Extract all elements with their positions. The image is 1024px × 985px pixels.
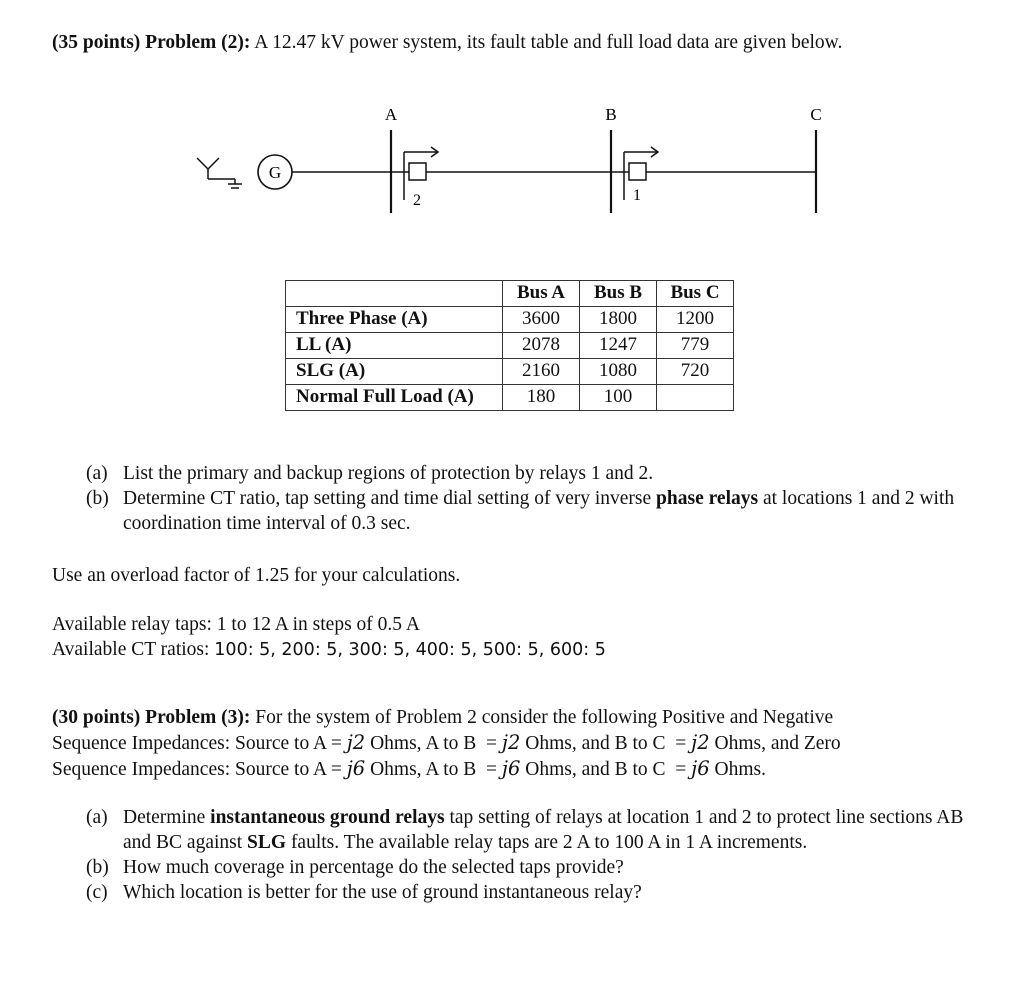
table-cell: 2078 <box>503 333 580 359</box>
problem3-text: Ohms, A to B = <box>365 733 502 754</box>
problem3-text: Ohms, and Zero <box>709 733 841 754</box>
row-label: Normal Full Load (A) <box>286 385 503 411</box>
bus-c-label: C <box>810 105 822 124</box>
table-cell: 720 <box>657 359 734 385</box>
problem3-text: Ohms, A to B = <box>365 759 502 780</box>
table-cell: 180 <box>503 385 580 411</box>
column-header: Bus C <box>657 281 734 307</box>
question-text-pre: Determine <box>123 807 211 828</box>
table-cell: 1800 <box>580 307 657 333</box>
row-label: Three Phase (A) <box>286 307 503 333</box>
table-cell: 3600 <box>503 307 580 333</box>
question-text-mid: tap setting of relays at location 1 and 2 to protect line sections AB and BC against <box>123 807 964 853</box>
relay-2-number: 2 <box>413 192 421 209</box>
bus-b-label: B <box>605 105 617 124</box>
problem3-text: Ohms, and B to C = <box>520 759 692 780</box>
ct-ratios-label: Available CT ratios: <box>52 639 215 660</box>
problem3-text: Ohms. <box>709 759 766 780</box>
table-cell: 2160 <box>503 359 580 385</box>
impedance-value: j2 <box>346 731 366 754</box>
impedance-value: j6 <box>691 757 710 780</box>
table-row <box>286 333 734 359</box>
problem3-text: Ohms, and B to C = <box>520 733 692 754</box>
question-text: List the primary and backup regions of protection by relays 1 and 2. <box>123 463 654 484</box>
question-label: (a) <box>86 463 108 484</box>
problem3-line-2 <box>52 730 992 756</box>
problem2-heading <box>52 30 992 55</box>
impedance-value: j2 <box>501 731 521 754</box>
question-text-post: faults. The available relay taps are 2 A to 100 A in 1 A increments. <box>286 832 808 853</box>
ct-ratios-note <box>52 637 606 663</box>
row-label: SLG (A) <box>286 359 503 385</box>
question-text: Which location is better for the use of ground instantaneous relay? <box>123 882 642 903</box>
question-3b <box>86 855 966 880</box>
impedance-value: j6 <box>346 757 366 780</box>
problem3-questions <box>86 805 966 905</box>
table-cell: 100 <box>580 385 657 411</box>
question-3c <box>86 880 966 905</box>
table-row <box>286 385 734 411</box>
question-label: (a) <box>86 807 108 828</box>
question-label: (b) <box>86 488 109 509</box>
column-header: Bus B <box>580 281 657 307</box>
problem2-title: (35 points) Problem (2): <box>52 32 251 53</box>
row-label: LL (A) <box>286 333 503 359</box>
question-label: (c) <box>86 882 108 903</box>
question-text-pre: Determine CT ratio, tap setting and time dial setting of very inverse <box>123 488 657 509</box>
problem3-text: Sequence Impedances: Source to A = <box>52 733 347 754</box>
table-cell: 1247 <box>580 333 657 359</box>
ct-ratios-values: 100: 5, 200: 5, 300: 5, 400: 5, 500: 5, 600: 5 <box>214 640 606 660</box>
question-emphasis: phase relays <box>656 488 759 509</box>
problem3-text: For the system of Problem 2 consider the following Positive and Negative <box>250 707 834 728</box>
problem2-questions <box>86 461 966 536</box>
question-label: (b) <box>86 857 109 878</box>
relay-1-icon <box>624 147 658 200</box>
relay-2-icon <box>404 147 438 200</box>
problem2-intro: A 12.47 kV power system, its fault table and full load data are given below. <box>254 32 843 53</box>
relay-taps-note: Available relay taps: 1 to 12 A in steps of 0.5 A <box>52 614 420 635</box>
bus-a-label: A <box>384 105 398 124</box>
generator-label: G <box>268 163 282 182</box>
relay-1-number: 1 <box>633 187 641 204</box>
question-text: How much coverage in percentage do the selected taps provide? <box>123 857 624 878</box>
impedance-value: j2 <box>691 731 710 754</box>
table-header-row <box>286 281 734 307</box>
overload-note: Use an overload factor of 1.25 for your calculations. <box>52 565 461 586</box>
table-row <box>286 307 734 333</box>
impedance-value: j6 <box>501 757 521 780</box>
table-cell: 779 <box>657 333 734 359</box>
question-text-post: at locations 1 and 2 with coordination time interval of 0.3 sec. <box>123 488 955 534</box>
problem3-title: (30 points) Problem (3): <box>52 707 251 728</box>
question-2a <box>86 461 966 486</box>
one-line-diagram <box>180 92 840 222</box>
problem3-text: Sequence Impedances: Source to A = <box>52 759 347 780</box>
question-3a <box>86 805 966 855</box>
question-2b <box>86 486 966 536</box>
problem3-statement <box>52 705 992 782</box>
table-cell <box>657 385 734 411</box>
fault-table <box>285 280 734 411</box>
ground-wye-symbol <box>197 158 242 188</box>
problem3-line-3 <box>52 756 992 782</box>
question-emphasis: SLG <box>247 832 287 853</box>
table-cell: 1200 <box>657 307 734 333</box>
table-cell: 1080 <box>580 359 657 385</box>
problem3-line-1 <box>52 705 992 730</box>
column-header: Bus A <box>503 281 580 307</box>
table-corner <box>286 281 503 307</box>
question-emphasis: instantaneous ground relays <box>210 807 445 828</box>
table-row <box>286 359 734 385</box>
